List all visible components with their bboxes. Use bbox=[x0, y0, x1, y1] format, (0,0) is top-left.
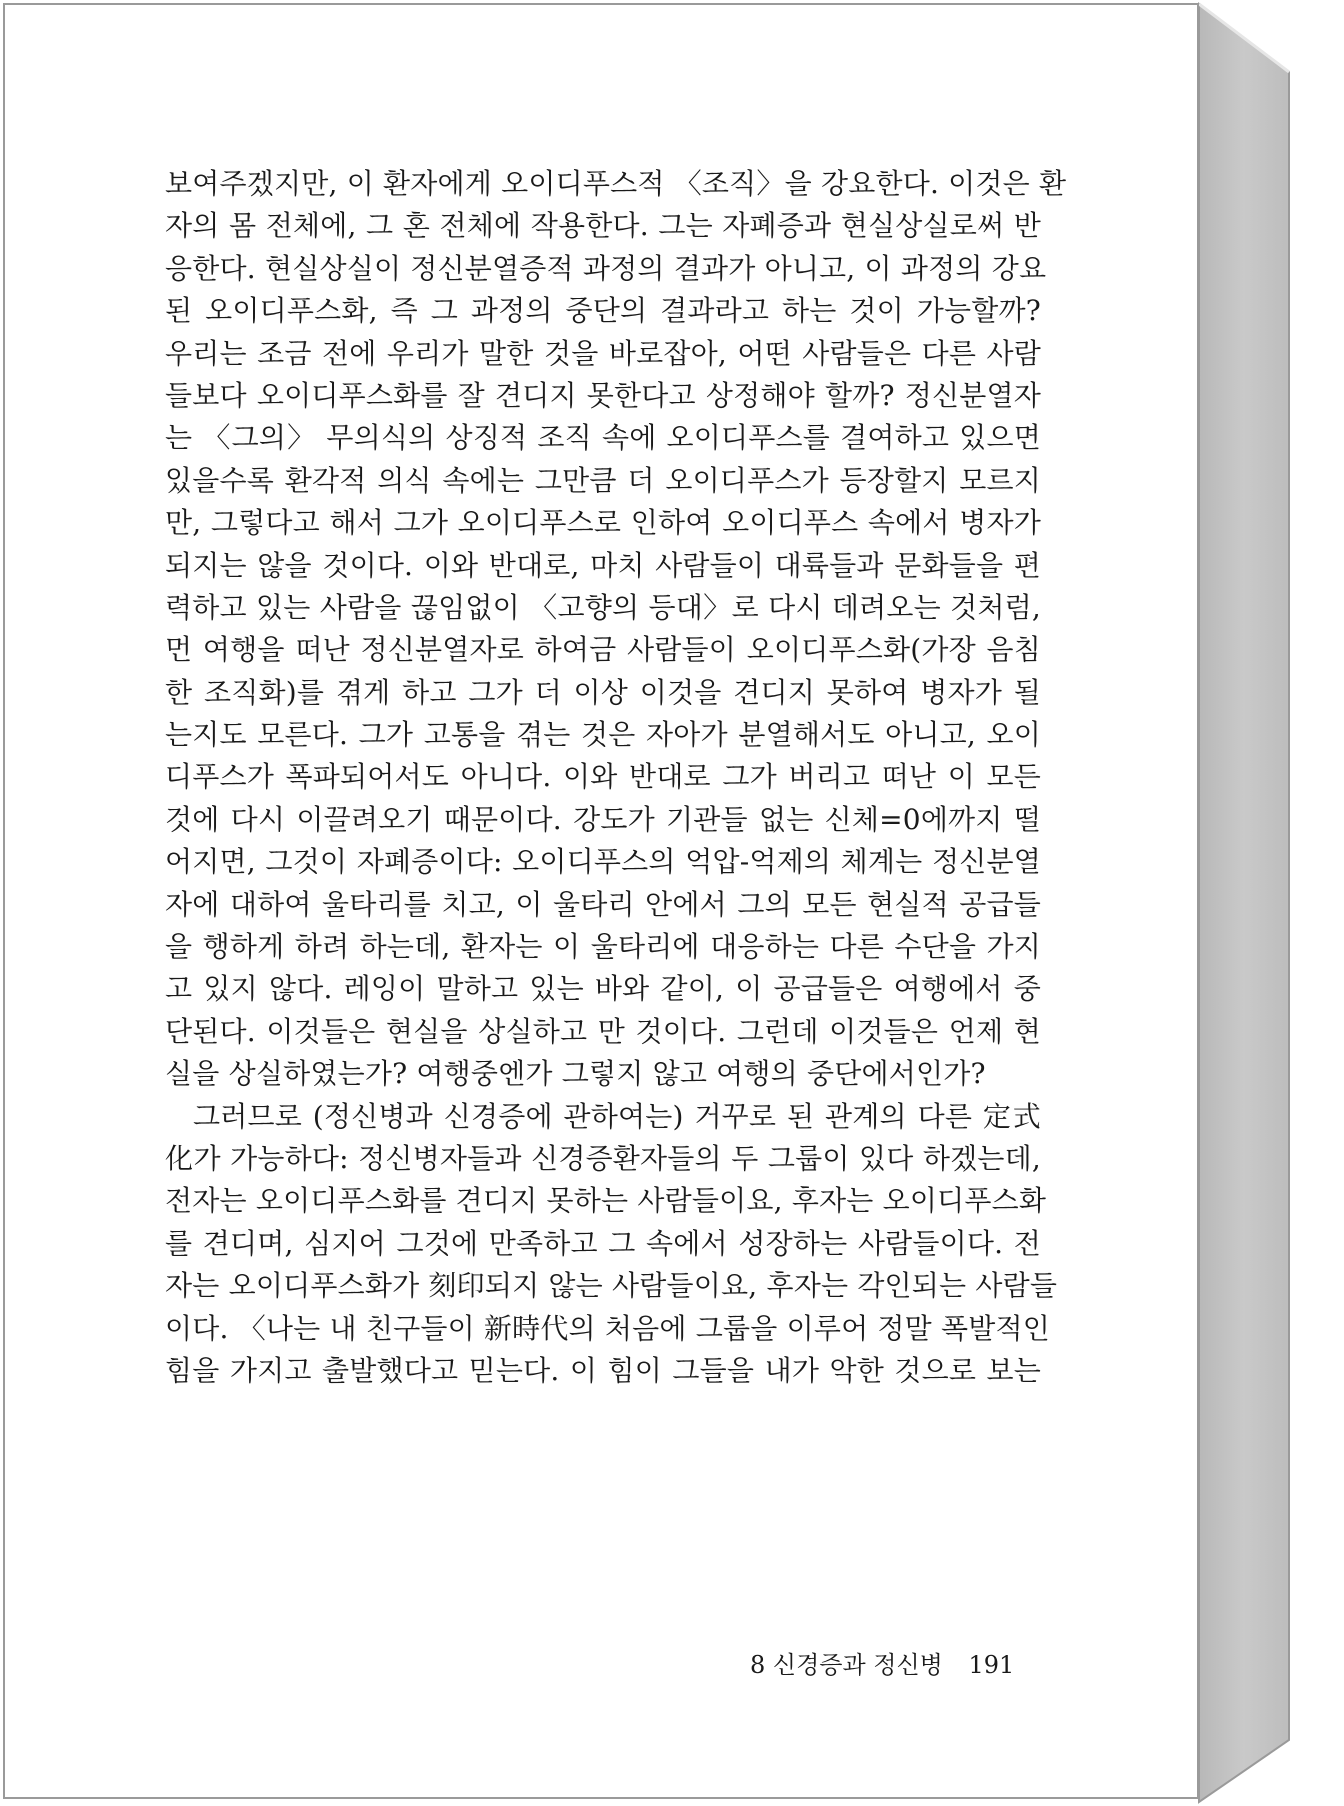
body-text bbox=[165, 163, 1067, 1392]
text-line: 응한다. 현실상실이 정신분열증적 과정의 결과가 아니고, 이 과정의 강요 bbox=[165, 251, 1047, 285]
text-line: 우리는 조금 전에 우리가 말한 것을 바로잡아, 어떤 사람들은 다른 사람 bbox=[165, 336, 1041, 370]
text-line: 전자는 오이디푸스화를 견디지 못하는 사람들이요, 후자는 오이디푸스화 bbox=[165, 1184, 1047, 1218]
text-line: 는지도 모른다. 그가 고통을 겪는 것은 자아가 분열해서도 아니고, 오이 bbox=[165, 718, 1041, 752]
text-line: 이다. 〈나는 내 친구들이 新時代의 처음에 그룹을 이루어 정말 폭발적인 bbox=[165, 1311, 1051, 1345]
text-line: 되지는 않을 것이다. 이와 반대로, 마치 사람들이 대륙들과 문화들을 편 bbox=[165, 548, 1041, 582]
text-line: 를 견디며, 심지어 그것에 만족하고 그 속에서 성장하는 사람들이다. 전 bbox=[165, 1226, 1041, 1260]
text-line: 자의 몸 전체에, 그 혼 전체에 작용한다. 그는 자폐증과 현실상실로써 반 bbox=[165, 209, 1041, 243]
text-line: 보여주겠지만, 이 환자에게 오이디푸스적 〈조직〉을 강요한다. 이것은 환 bbox=[165, 167, 1067, 200]
text-line: 한 조직화)를 겪게 하고 그가 더 이상 이것을 견디지 못하여 병자가 될 bbox=[165, 675, 1041, 709]
text-line: 된 오이디푸스화, 즉 그 과정의 중단의 결과라고 하는 것이 가능할까? bbox=[165, 294, 1041, 328]
page-footer bbox=[750, 1645, 1050, 1680]
text-line: 실을 상실하였는가? 여행중엔가 그렇지 않고 여행의 중단에서인가? bbox=[165, 1057, 986, 1091]
text-line: 고 있지 않다. 레잉이 말하고 있는 바와 같이, 이 공급들은 여행에서 중 bbox=[165, 972, 1041, 1006]
text-line: 디푸스가 폭파되어서도 아니다. 이와 반대로 그가 버리고 떠난 이 모든 bbox=[165, 760, 1041, 794]
text-line: 들보다 오이디푸스화를 잘 견디지 못한다고 상정해야 할까? 정신분열자 bbox=[165, 378, 1041, 412]
running-footer-chapter: 8 신경증과 정신병 bbox=[750, 1651, 943, 1679]
text-line: 력하고 있는 사람을 끊임없이 〈고향의 등대〉로 다시 데려오는 것처럼, bbox=[165, 590, 1041, 624]
text-line: 을 행하게 하려 하는데, 환자는 이 울타리에 대응하는 다른 수단을 가지 bbox=[165, 930, 1041, 964]
text-line: 힘을 가지고 출발했다고 믿는다. 이 힘이 그들을 내가 악한 것으로 보는 bbox=[165, 1353, 1041, 1387]
text-line: 자에 대하여 울타리를 치고, 이 울타리 안에서 그의 모든 현실적 공급들 bbox=[165, 887, 1041, 921]
text-line: 단된다. 이것들은 현실을 상실하고 만 것이다. 그런데 이것들은 언제 현 bbox=[165, 1014, 1041, 1048]
text-line: 그러므로 (정신병과 신경증에 관하여는) 거꾸로 된 관계의 다른 定式 bbox=[193, 1099, 1041, 1133]
book-page bbox=[3, 3, 1199, 1799]
text-line: 자는 오이디푸스화가 刻印되지 않는 사람들이요, 후자는 각인되는 사람들 bbox=[165, 1269, 1058, 1303]
text-line: 만, 그렇다고 해서 그가 오이디푸스로 인하여 오이디푸스 속에서 병자가 bbox=[165, 506, 1041, 540]
text-line: 어지면, 그것이 자폐증이다: 오이디푸스의 억압-억제의 체계는 정신분열 bbox=[165, 845, 1041, 879]
text-line: 있을수록 환각적 의식 속에는 그만큼 더 오이디푸스가 등장할지 모르지 bbox=[165, 463, 1041, 497]
text-line: 것에 다시 이끌려오기 때문이다. 강도가 기관들 없는 신체=0에까지 떨 bbox=[165, 802, 1041, 836]
text-line: 먼 여행을 떠난 정신분열자로 하여금 사람들이 오이디푸스화(가장 음침 bbox=[165, 633, 1041, 667]
text-line: 化가 가능하다: 정신병자들과 신경증환자들의 두 그룹이 있다 하겠는데, bbox=[165, 1141, 1041, 1175]
page-number: 191 bbox=[968, 1651, 1015, 1679]
text-line: 는 〈그의〉 무의식의 상징적 조직 속에 오이디푸스를 결여하고 있으면 bbox=[165, 421, 1041, 455]
